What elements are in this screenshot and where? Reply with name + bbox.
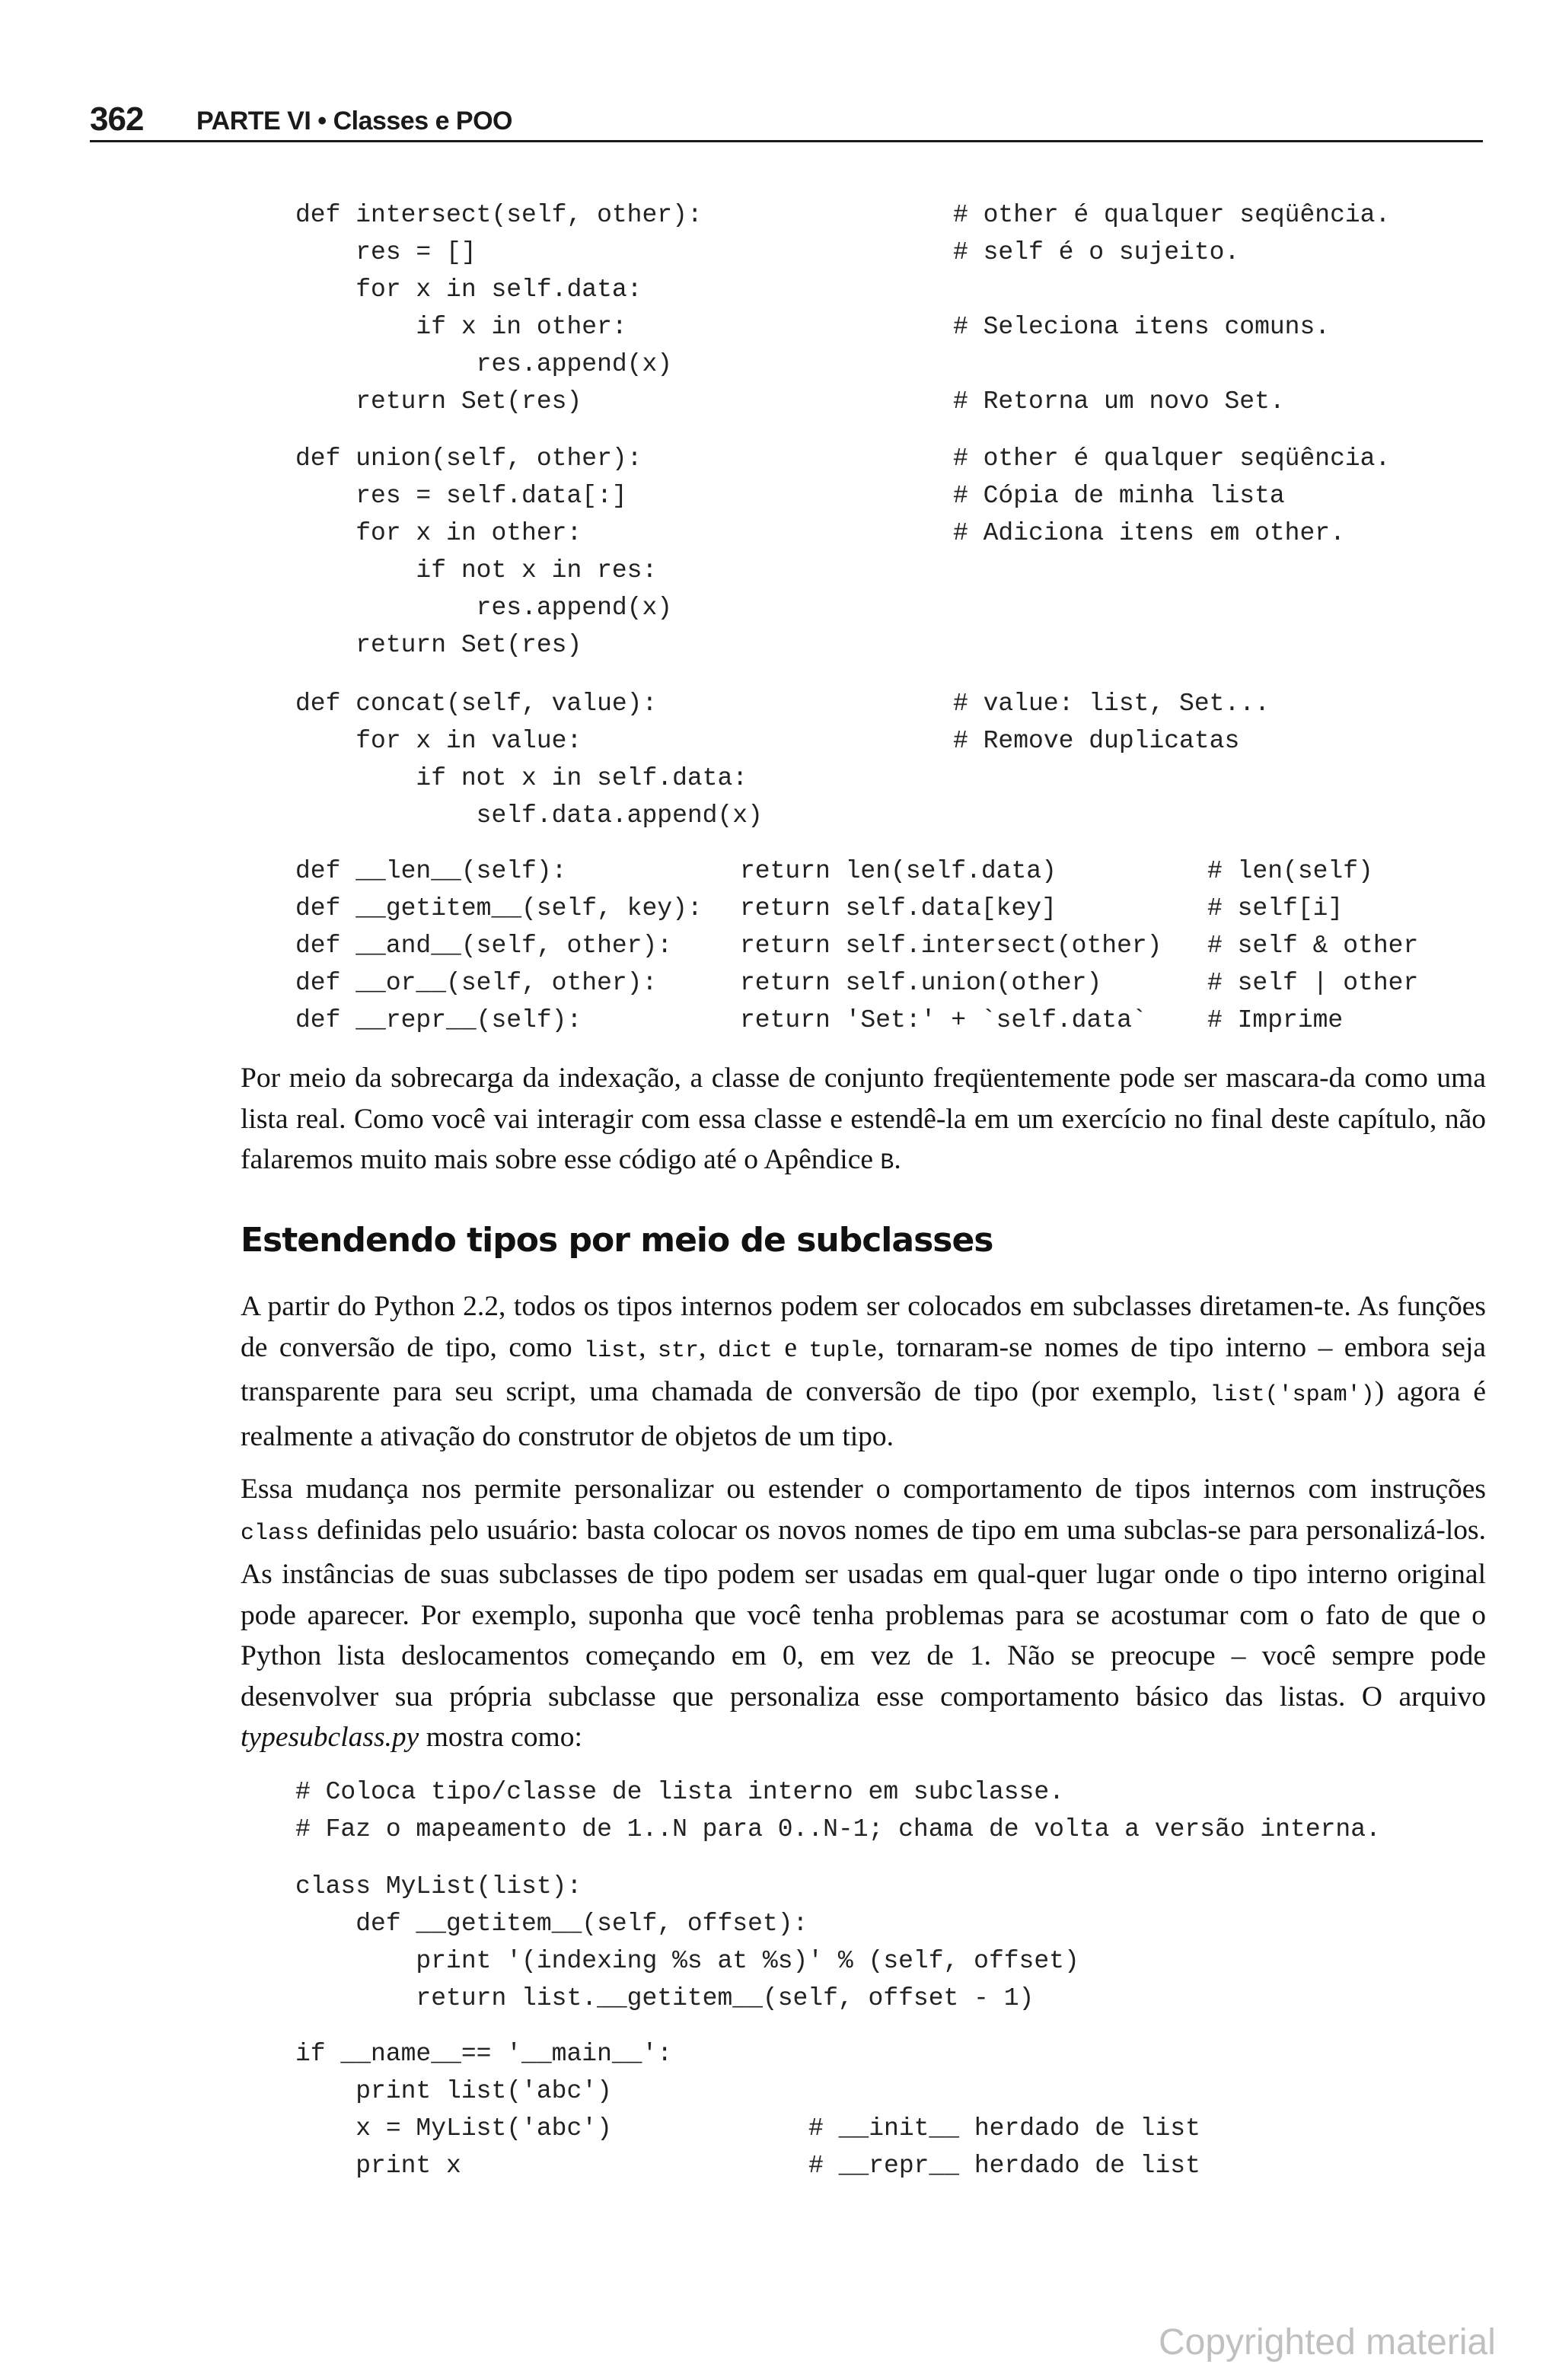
code-typesubclass-class: class MyList(list): def __getitem__(self, offset): print '(indexing %s at %s)' % (self, offset) return list.__getitem__(self, offset - 1) [295, 1872, 1079, 2012]
section-title: Estendendo tipos por meio de subclasses [241, 1221, 993, 1260]
code-operator-defs: def __len__(self): def __getitem__(self, key): def __and__(self, other): def __or__(self, other): def __repr__(self): [295, 857, 703, 1034]
paragraph-set-masquerade: Por meio da sobrecarga da indexação, a classe de conjunto freqüentemente pode ser mascara-da como uma lista real. Como você vai interagir com essa classe e estendê-la em um exercício no final deste capítulo, não falaremos muito mais sobre esse código até o Apêndice B. [241, 1063, 1486, 1176]
code-typesubclass-main-comments: # __init__ herdado de list # __repr__ herdado de list [808, 2114, 1200, 2180]
page-number: 362 [90, 100, 144, 138]
page-header [90, 96, 1483, 142]
code-operator-returns: return len(self.data) return self.data[key] return self.intersect(other) return self.union(other) return 'Set:' + `self.data` [740, 857, 1162, 1034]
filename-typesubclass: typesubclass.py [241, 1722, 419, 1753]
code-concat: def concat(self, value): for x in value: if not x in self.data: self.data.append(x) [295, 690, 763, 830]
code-concat-comments: # value: list, Set... # Remove duplicatas [953, 690, 1270, 755]
code-typesubclass-main: if __name__== '__main__': print list('abc') x = MyList('abc') print x [295, 2040, 673, 2180]
code-typesubclass-comments: # Coloca tipo/classe de lista interno em subclasse. # Faz o mapeamento de 1..N para 0..N-1; chama de volta a versão interna. [295, 1778, 1381, 1843]
code-operator-comments: # len(self) # self[i] # self & other # self | other # Imprime [1207, 857, 1419, 1034]
copyright-watermark: Copyrighted material [1159, 2322, 1496, 2362]
code-intersect-comments: # other é qualquer seqüência. # self é o sujeito. # Seleciona itens comuns. # Retorna um novo Set. [953, 201, 1391, 416]
code-union-comments: # other é qualquer seqüência. # Cópia de minha lista # Adiciona itens em other. [953, 444, 1391, 547]
code-union: def union(self, other): res = self.data[:] for x in other: if not x in res: res.append(x) return Set(res) [295, 444, 673, 659]
running-head: PARTE VI • Classes e POO [196, 107, 512, 135]
paragraph-subclassing-builtins: A partir do Python 2.2, todos os tipos internos podem ser colocados em subclasses diretamen-te. As funções de conversão de tipo, como list, str, dict e tuple, tornaram-se nomes de tipo interno – embora seja transparente para seu script, uma chamada de conversão de tipo (por exemplo, list('spam')) agora é realmente a ativação do construtor de objetos de um tipo. [241, 1291, 1487, 1452]
code-intersect: def intersect(self, other): res = [] for x in self.data: if x in other: res.append(x) return Set(res) [295, 201, 703, 416]
paragraph-customize-types: Essa mudança nos permite personalizar ou estender o comportamento de tipos internos com instruções class definidas pelo usuário: basta colocar os novos nomes de tipo em uma subclas-se para personalizá-los. As instâncias de suas subclasses de tipo podem ser usadas em qual-quer lugar onde o tipo interno original pode aparecer. Por exemplo, suponha que você tenha problemas para se acostumar com o fato de que o Python lista deslocamentos começando em 0, em vez de 1. Não se preocupe – você sempre pode desenvolver sua própria subclasse que personaliza esse comportamento básico das listas. O arquivo typesubclass.py mostra como: [241, 1474, 1486, 1753]
